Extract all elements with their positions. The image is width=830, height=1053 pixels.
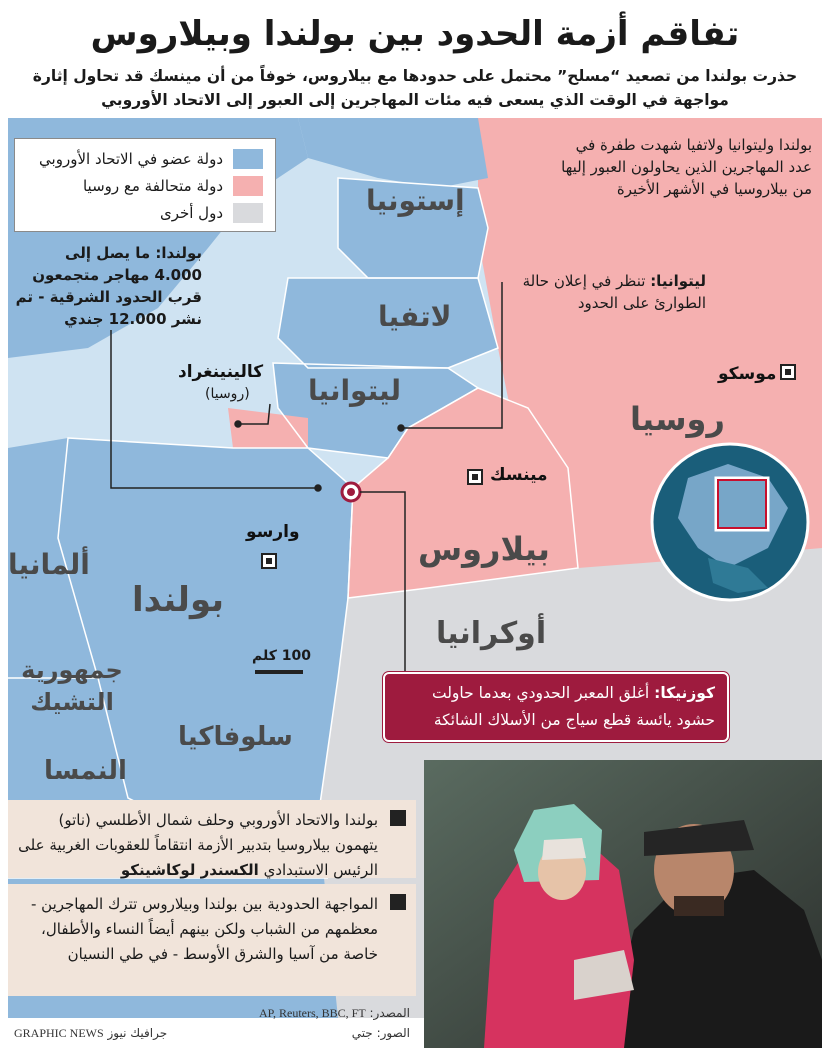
page-title: تفاقم أزمة الحدود بين بولندا وبيلاروس	[90, 14, 740, 54]
kuznica-callout	[383, 672, 729, 742]
legend	[14, 138, 276, 232]
note-lithuania-text: تنظر في إعلان حالة الطوارئ على الحدود	[522, 272, 706, 312]
label-slovakia: سلوفاكيا	[178, 722, 293, 752]
legend-swatch-ally	[233, 176, 263, 196]
label-lithuania: ليتوانيا	[308, 374, 401, 407]
bullet-item	[8, 800, 416, 878]
label-austria: النمسا	[44, 756, 127, 786]
label-belarus: بيلاروس	[418, 530, 550, 568]
label-warsaw: وارسو	[246, 522, 300, 542]
label-kaliningrad-note: (روسيا)	[205, 386, 250, 402]
legend-item	[27, 199, 263, 226]
scale-label: 100 كلم	[252, 648, 311, 664]
note-poland-text: ما يصل إلى 4.000 مهاجر متجمعون قرب الحدود الشرقية - تم نشر 12.000 جندي	[15, 244, 202, 328]
legend-item	[27, 145, 263, 172]
moscow-marker	[781, 365, 795, 379]
label-germany: ألمانيا	[8, 548, 90, 581]
source-line	[259, 1006, 410, 1021]
label-estonia: إستونيا	[366, 184, 465, 217]
brand-name-ar: جرافيك نيوز	[107, 1026, 168, 1040]
source-credits	[8, 1004, 416, 1048]
source-label: المصدر:	[369, 1006, 410, 1020]
label-ukraine: أوكرانيا	[436, 616, 547, 651]
note-lithuania	[506, 270, 706, 314]
bullet-text-wrap	[18, 808, 378, 883]
source-value: AP, Reuters, BBC, FT	[259, 1006, 366, 1020]
label-kaliningrad: كالينينغراد	[178, 362, 264, 382]
kuznica-lead: كوزنيكا:	[654, 684, 715, 702]
legend-item	[27, 172, 263, 199]
legend-swatch-other	[233, 203, 263, 223]
label-poland: بولندا	[132, 580, 225, 620]
note-poland	[14, 242, 202, 330]
label-latvia: لاتفيا	[378, 300, 452, 333]
photo-credit-line	[352, 1026, 410, 1040]
bullet-text: بولندا والاتحاد الأوروبي وحلف شمال الأطلسي (ناتو) يتهمون بيلاروسيا بتدبير الأزمة انتقاماً للعقوبات الغربية على الرئيس الاستبدادي	[18, 811, 378, 879]
bullet-square-icon	[390, 810, 406, 826]
brand	[14, 1026, 167, 1041]
legend-label: دولة متحالفة مع روسيا	[82, 176, 223, 195]
scale-bar	[255, 670, 303, 674]
photo-credit-label: الصور:	[376, 1026, 410, 1040]
legend-swatch-eu	[233, 149, 263, 169]
photo-credit-value: جتي	[351, 1026, 373, 1040]
bullet-item	[8, 884, 416, 996]
label-russia: روسيا	[630, 400, 725, 438]
bullet-text-wrap	[18, 892, 378, 967]
label-czech: جمهورية التشيك	[21, 656, 123, 716]
bullet-square-icon	[390, 894, 406, 910]
bullet-bold: الكسندر لوكاشينكو	[120, 861, 259, 879]
photo	[424, 760, 822, 1048]
brand-name: GRAPHIC NEWS	[14, 1026, 104, 1040]
label-moscow: موسكو	[718, 364, 777, 384]
note-lithuania-lead: ليتوانيا:	[650, 272, 706, 290]
kuznica-text: أغلق المعبر الحدودي بعدما حاولت حشود يائسة قطع سياج من الأسلاك الشائكة	[431, 684, 715, 729]
note-migrant-surge: بولندا وليتوانيا ولاتفيا شهدت طفرة في عدد المهاجرين الذين يحاولون العبور إليها من بيلاروسيا في الأشهر الأخيرة	[561, 136, 812, 198]
bullet-text: المواجهة الحدودية بين بولندا وبيلاروس تترك المهاجرين - معظمهم من الشباب ولكن بينهم أيضاً النساء والأطفال، خاصة من آسيا والشرق الأوسط - في طي النسيان	[30, 895, 378, 963]
note-poland-lead: بولندا:	[155, 244, 202, 262]
label-minsk: مينسك	[490, 465, 548, 485]
minsk-marker	[468, 470, 482, 484]
globe-inset	[652, 444, 808, 600]
legend-label: دول أخرى	[159, 203, 223, 222]
warsaw-marker	[262, 554, 276, 568]
legend-label: دولة عضو في الاتحاد الأوروبي	[39, 149, 223, 168]
page-subtitle: حذرت بولندا من تصعيد “مسلح” محتمل على حدودها مع بيلاروس، خوفاً من أن مينسك قد تحاول إثارة مواجهة في الوقت الذي يسعى فيه مئات المهاجرين إلى العبور إلى الاتحاد الأوروبي	[32, 67, 798, 109]
